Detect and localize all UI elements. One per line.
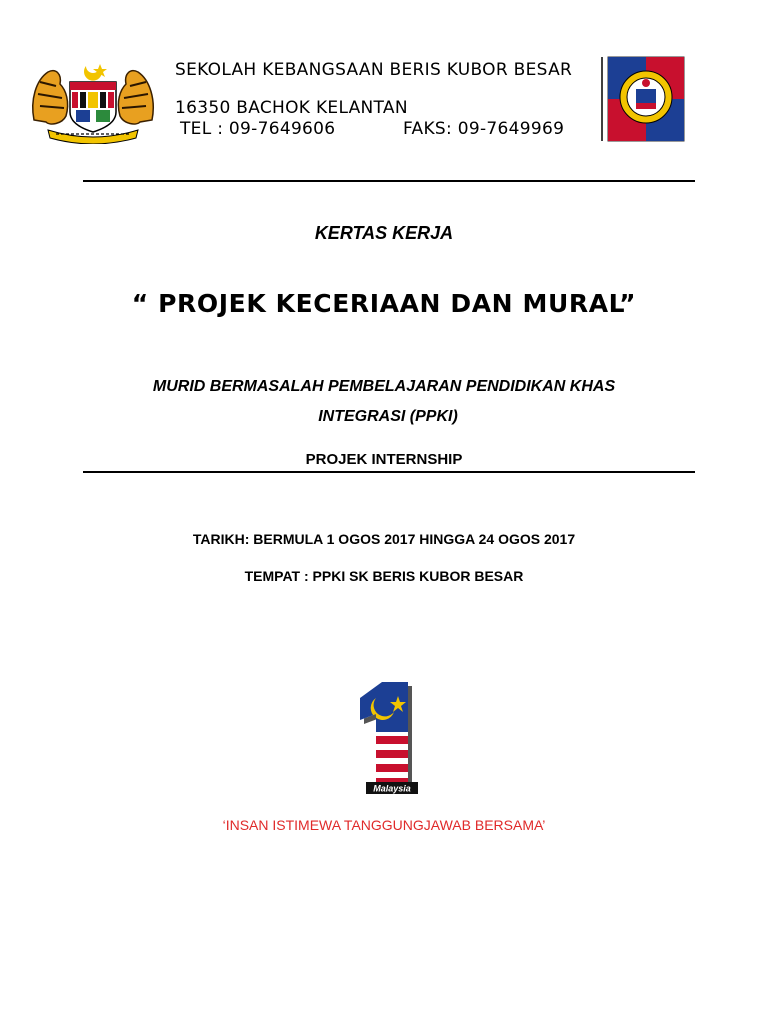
1malaysia-logo-icon [352,678,420,798]
subtitle-line-2: INTEGRASI (PPKI) [318,408,458,425]
1malaysia-logo-text: Malaysia [373,783,411,794]
section-divider [83,471,695,473]
project-venue: TEMPAT : PPKI SK BERIS KUBOR BESAR [244,568,524,584]
project-type: PROJEK INTERNSHIP [305,451,463,468]
school-crest-icon [600,55,688,143]
project-date: TARIKH: BERMULA 1 OGOS 2017 HINGGA 24 OGOS 2017 [192,531,576,547]
document-type: KERTAS KERJA [314,223,454,243]
school-name: SEKOLAH KEBANGSAAN BERIS KUBOR BESAR [175,60,573,80]
subtitle-line-1: MURID BERMASALAH PEMBELAJARAN PENDIDIKAN KHAS [152,378,616,395]
header-divider [83,180,695,182]
school-telephone: TEL : 09-7649606 [180,119,336,139]
school-address: 16350 BACHOK KELANTAN [175,98,408,118]
slogan: ‘INSAN ISTIMEWA TANGGUNGJAWAB BERSAMA’ [222,817,546,833]
school-fax: FAKS: 09-7649969 [403,119,565,139]
malaysia-coat-of-arms-icon [26,60,160,144]
project-title: “ PROJEK KECERIAAN DAN MURAL” [131,289,637,318]
